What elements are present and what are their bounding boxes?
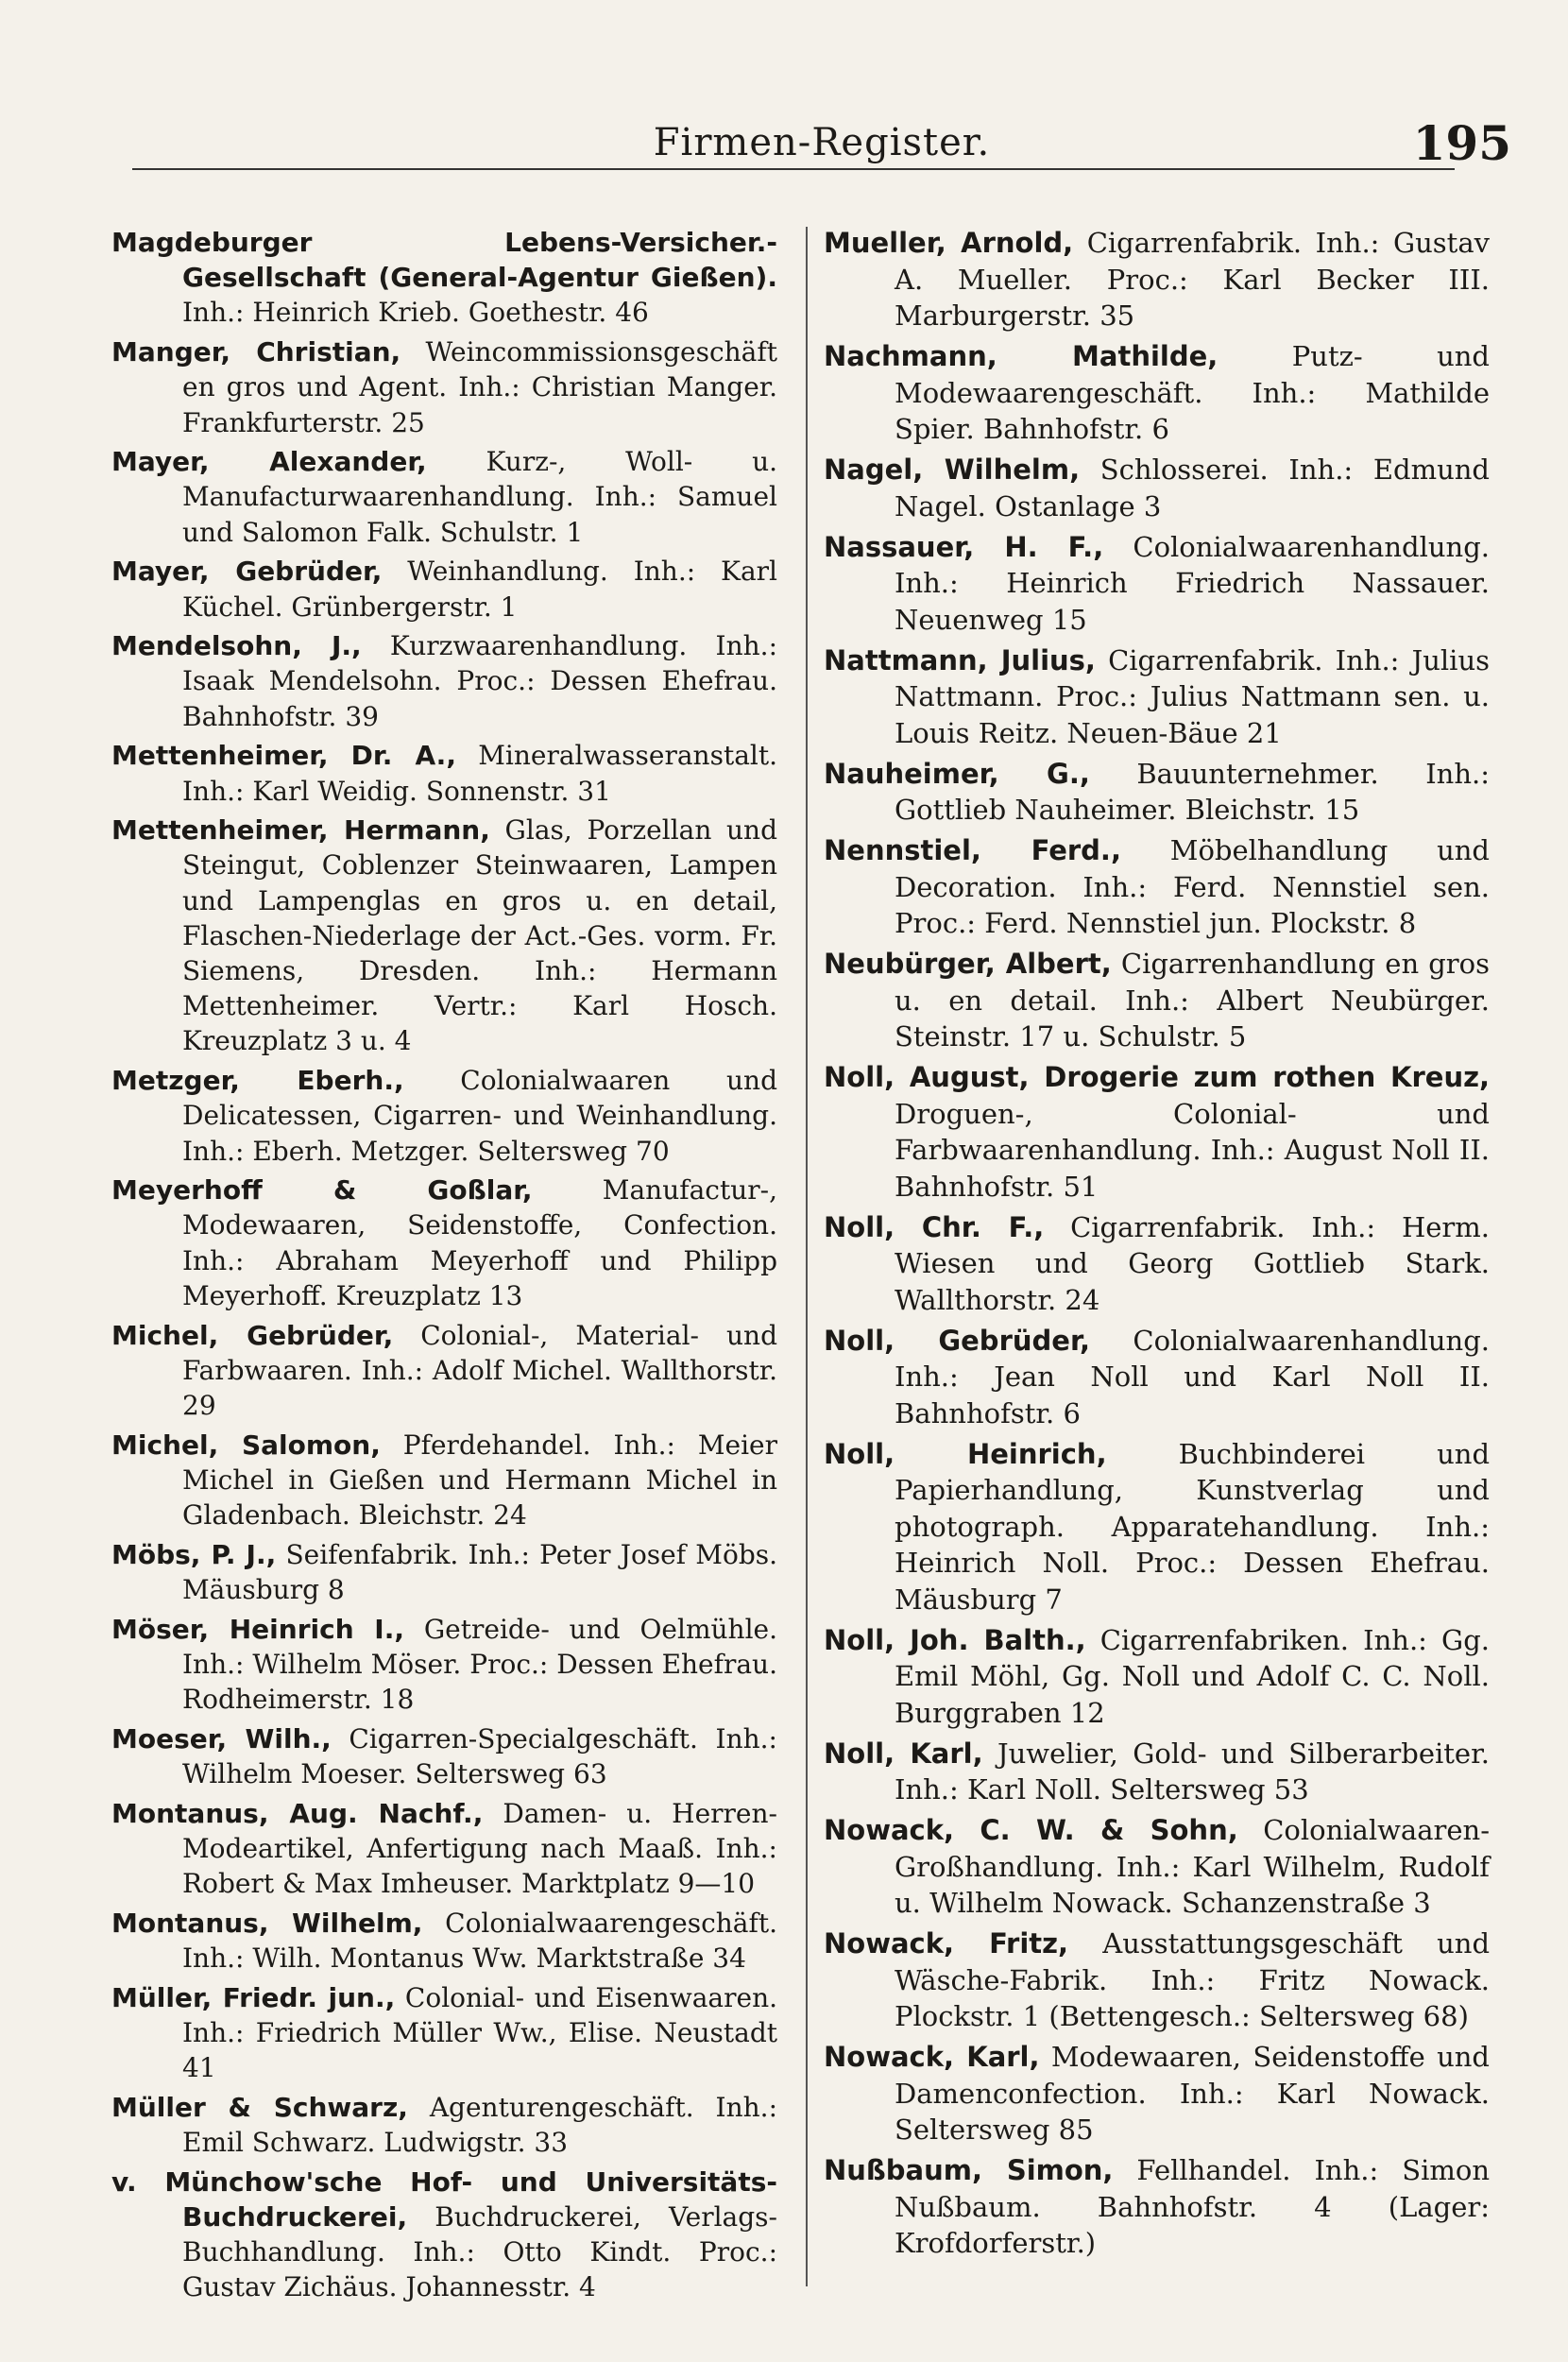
entry-firm-name: Noll, Karl, [824, 1737, 983, 1770]
directory-entry [111, 1980, 777, 2086]
entry-firm-name: Müller & Schwarz, [111, 2091, 408, 2123]
entry-details: Weincommissionsgeschäft en gros und Agent. Inh.: Christian Manger. Frankfurterstr. 25 [182, 336, 777, 438]
entry-firm-name: Möser, Heinrich I., [111, 1613, 404, 1645]
entry-details: Cigarrenhandlung en gros u. en detail. Inh.: Albert Neubürger. Steinstr. 17 u. Schulstr. 5 [895, 948, 1491, 1053]
directory-entry [824, 2039, 1490, 2148]
directory-entry [111, 1796, 777, 1902]
directory-entry [824, 756, 1490, 829]
page-header [132, 113, 1511, 180]
entry-details: Pferdehandel. Inh.: Meier Michel in Gießen und Hermann Michel in Gladenbach. Bleichstr. 24 [182, 1429, 777, 1532]
directory-entry [824, 338, 1490, 448]
directory-entry [824, 832, 1490, 942]
directory-entry [824, 1622, 1490, 1732]
entry-firm-name: Möbs, P. J., [111, 1538, 277, 1570]
right-column [824, 225, 1490, 2266]
directory-entry [111, 1906, 777, 1976]
entry-details: Weinhandlung. Inh.: Karl Küchel. Grünbergerstr. 1 [182, 556, 777, 623]
directory-entry [111, 1537, 777, 1607]
entry-details: Droguen-, Colonial- und Farbwaarenhandlung. Inh.: August Noll II. Bahnhofstr. 51 [895, 1097, 1490, 1203]
header-rule [132, 168, 1455, 170]
entry-firm-name: Meyerhoff & Goßlar, [111, 1174, 533, 1207]
entry-details: Modewaaren, Seidenstoffe und Damenconfection. Inh.: Karl Nowack. Seltersweg 85 [895, 2041, 1491, 2146]
directory-entry [111, 554, 777, 624]
entry-firm-name: Nußbaum, Simon, [824, 2154, 1114, 2186]
directory-entry [824, 452, 1490, 524]
entry-details: Kurzwaarenhandlung. Inh.: Isaak Mendelsohn. Proc.: Dessen Ehefrau. Bahnhofstr. 39 [182, 630, 777, 732]
entry-firm-name: Nowack, Karl, [824, 2041, 1040, 2073]
entry-details: Agenturengeschäft. Inh.: Emil Schwarz. Ludwigstr. 33 [182, 2091, 778, 2159]
entry-firm-name: Mayer, Alexander, [111, 446, 427, 478]
directory-entry [824, 1926, 1490, 2035]
directory-entry [111, 2090, 777, 2160]
entry-details: Juwelier, Gold- und Silberarbeiter. Inh.: Karl Noll. Seltersweg 53 [895, 1737, 1490, 1806]
entry-firm-name: v. Münchow'sche Hof- und Universitäts-Buchdruckerei, [111, 2165, 777, 2233]
entry-details: Cigarrenfabrik. Inh.: Gustav A. Mueller. Proc.: Karl Becker III. Marburgerstr. 35 [895, 227, 1490, 332]
entry-details: Kurz-, Woll- u. Manufacturwaarenhandlung. Inh.: Samuel und Salomon Falk. Schulstr. 1 [182, 446, 777, 548]
entry-firm-name: Michel, Gebrüder, [111, 1319, 394, 1351]
entry-firm-name: Neubürger, Albert, [824, 948, 1112, 980]
entry-firm-name: Noll, August, Drogerie zum rothen Kreuz, [824, 1061, 1490, 1093]
entry-details: Cigarrenfabrik. Inh.: Julius Nattmann. Proc.: Julius Nattmann sen. u. Louis Reitz. Neuen-Bäue 21 [895, 643, 1491, 749]
entry-details: Glas, Porzellan und Steingut, Coblenzer Steinwaaren, Lampen und Lampenglas en gros u. en detail, Flaschen-Niederlage der Act.-Ges. vorm. Fr. Siemens, Dresden. Inh.: Hermann Mettenheimer. Vertr.: Karl Hosch. Kreuzplatz 3 u. 4 [182, 814, 778, 1057]
entry-details: Mineralwasseranstalt. Inh.: Karl Weidig. Sonnenstr. 31 [182, 740, 778, 807]
directory-entry [824, 1059, 1490, 1205]
entry-firm-name: Nennstiel, Ferd., [824, 834, 1121, 866]
entry-details: Colonialwaarenhandlung. Inh.: Jean Noll und Karl Noll II. Bahnhofstr. 6 [895, 1324, 1490, 1429]
directory-entry [111, 628, 777, 734]
directory-entry [111, 1721, 777, 1791]
directory-entry [111, 334, 777, 440]
directory-entry [824, 1736, 1490, 1808]
directory-entry [824, 2152, 1490, 2262]
entry-firm-name: Noll, Gebrüder, [824, 1324, 1090, 1357]
page-number: 195 [1412, 115, 1511, 171]
entry-details: Colonialwaarenhandlung. Inh.: Heinrich Friedrich Nassauer. Neuenweg 15 [895, 530, 1490, 636]
entry-details: Colonialwaarengeschäft. Inh.: Wilh. Montanus Ww. Marktstraße 34 [182, 1907, 777, 1975]
entry-details: Möbelhandlung und Decoration. Inh.: Ferd. Nennstiel sen. Proc.: Ferd. Nennstiel jun. Plockstr. 8 [895, 834, 1490, 939]
entry-firm-name: Nowack, C. W. & Sohn, [824, 1814, 1238, 1846]
entry-details: Colonial- und Eisenwaaren. Inh.: Friedrich Müller Ww., Elise. Neustadt 41 [182, 1981, 778, 2084]
entry-firm-name: Noll, Heinrich, [824, 1437, 1107, 1470]
entry-details: Colonial-, Material- und Farbwaaren. Inh.: Adolf Michel. Wallthorstr. 29 [182, 1319, 777, 1421]
entry-details: Bauunternehmer. Inh.: Gottlieb Nauheimer. Bleichstr. 15 [895, 757, 1490, 826]
entry-firm-name: Magdeburger Lebens-Versicher.-Gesellschaft (General-Agentur Gießen). [111, 227, 777, 294]
entry-firm-name: Montanus, Wilhelm, [111, 1907, 423, 1939]
entry-details: Cigarrenfabrik. Inh.: Herm. Wiesen und Georg Gottlieb Stark. Wallthorstr. 24 [895, 1210, 1490, 1316]
directory-entry [824, 946, 1490, 1055]
entry-details: Inh.: Heinrich Krieb. Goethestr. 46 [182, 297, 649, 329]
directory-entry [111, 444, 777, 550]
directory-entry [111, 738, 777, 808]
entry-firm-name: Nagel, Wilhelm, [824, 454, 1081, 486]
directory-entry [111, 1428, 777, 1533]
entry-details: Buchbinderei und Papierhandlung, Kunstverlag und photograph. Apparatehandlung. Inh.: Heinrich Noll. Proc.: Dessen Ehefrau. Mäusburg 7 [895, 1437, 1491, 1616]
entry-details: Damen- u. Herren-Modeartikel, Anfertigung nach Maaß. Inh.: Robert & Max Imheuser. Marktplatz 9—10 [182, 1797, 777, 1900]
entry-firm-name: Manger, Christian, [111, 336, 401, 368]
directory-entry [111, 1063, 777, 1169]
entry-details: Colonialwaaren und Delicatessen, Cigarren- und Weinhandlung. Inh.: Eberh. Metzger. Seltersweg 70 [182, 1065, 777, 1167]
entry-details: Ausstattungsgeschäft und Wäsche-Fabrik. Inh.: Fritz Nowack. Plockstr. 1 (Bettengesch.: Seltersweg 68) [895, 1927, 1491, 2032]
entry-firm-name: Metzger, Eberh., [111, 1065, 404, 1097]
directory-entry [824, 529, 1490, 639]
entry-firm-name: Nassauer, H. F., [824, 530, 1104, 563]
entry-firm-name: Mayer, Gebrüder, [111, 556, 383, 588]
directory-entry [111, 813, 777, 1058]
page-title: Firmen-Register. [653, 121, 991, 164]
directory-entry [111, 225, 777, 331]
entry-firm-name: Mendelsohn, J., [111, 630, 362, 662]
entry-firm-name: Mettenheimer, Dr. A., [111, 740, 456, 772]
entry-firm-name: Michel, Salomon, [111, 1429, 381, 1461]
directory-entry [111, 1172, 777, 1313]
entry-details: Getreide- und Oelmühle. Inh.: Wilhelm Möser. Proc.: Dessen Ehefrau. Rodheimerstr. 18 [182, 1613, 778, 1716]
entry-details: Buchdruckerei, Verlags-Buchhandlung. Inh.: Otto Kindt. Proc.: Gustav Zichäus. Johannesstr. 4 [182, 2200, 778, 2303]
entry-firm-name: Nachmann, Mathilde, [824, 340, 1219, 372]
directory-entry [824, 1812, 1490, 1922]
directory-entry [824, 1436, 1490, 1618]
entry-details: Fellhandel. Inh.: Simon Nußbaum. Bahnhofstr. 4 (Lager: Krofdorferstr.) [895, 2154, 1490, 2259]
directory-entry [824, 642, 1490, 752]
entry-firm-name: Noll, Chr. F., [824, 1210, 1045, 1243]
entry-firm-name: Mettenheimer, Hermann, [111, 814, 490, 847]
entry-firm-name: Montanus, Aug. Nachf., [111, 1797, 484, 1829]
directory-entry [111, 2165, 777, 2305]
entry-firm-name: Müller, Friedr. jun., [111, 1981, 396, 2013]
entry-details: Cigarrenfabriken. Inh.: Gg. Emil Möhl, Gg. Noll und Adolf C. C. Noll. Burggraben 12 [895, 1623, 1490, 1729]
directory-entry [824, 1209, 1490, 1319]
entry-firm-name: Nattmann, Julius, [824, 643, 1096, 676]
directory-entry [111, 1612, 777, 1718]
column-divider [806, 227, 808, 2286]
entry-firm-name: Nowack, Fritz, [824, 1927, 1069, 1960]
directory-entry [111, 1318, 777, 1424]
directory-entry [824, 225, 1490, 334]
entry-details: Cigarren-Specialgeschäft. Inh.: Wilhelm Moeser. Seltersweg 63 [182, 1722, 777, 1790]
entry-details: Seifenfabrik. Inh.: Peter Josef Möbs. Mäusburg 8 [182, 1538, 778, 1606]
entry-details: Putz- und Modewaarengeschäft. Inh.: Mathilde Spier. Bahnhofstr. 6 [895, 340, 1491, 445]
entry-details: Colonialwaaren-Großhandlung. Inh.: Karl Wilhelm, Rudolf u. Wilhelm Nowack. Schanzenstraße 3 [895, 1814, 1491, 1919]
entry-details: Manufactur-, Modewaaren, Seidenstoffe, Confection. Inh.: Abraham Meyerhoff und Philipp Meyerhoff. Kreuzplatz 13 [182, 1174, 777, 1311]
entry-firm-name: Noll, Joh. Balth., [824, 1623, 1086, 1656]
entry-firm-name: Moeser, Wilh., [111, 1722, 332, 1754]
entry-firm-name: Mueller, Arnold, [824, 227, 1074, 259]
entry-details: Schlosserei. Inh.: Edmund Nagel. Ostanlage 3 [895, 454, 1490, 522]
left-column [111, 225, 777, 2309]
entry-firm-name: Nauheimer, G., [824, 757, 1090, 790]
directory-entry [824, 1323, 1490, 1432]
